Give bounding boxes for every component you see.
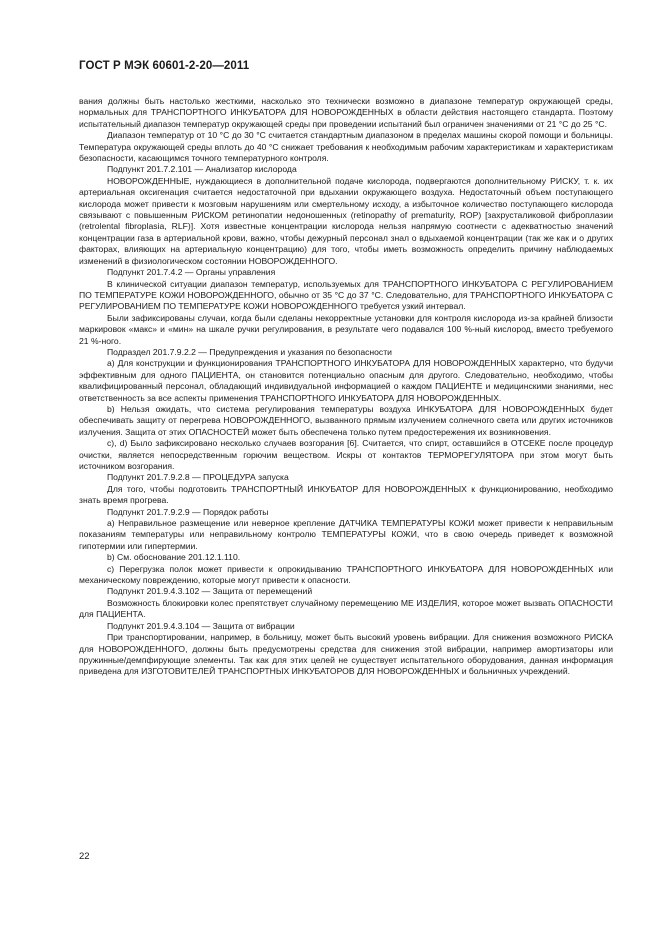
section-heading: Подпункт 201.9.4.3.104 — Защита от вибрации [107, 620, 295, 631]
section-heading: Подпункт 201.7.2.101 — Анализатор кислорода [107, 164, 297, 175]
section-heading: Подпункт 201.7.9.2.8 — ПРОЦЕДУРА запуска [107, 472, 289, 483]
section-heading: Подраздел 201.7.9.2.2 — Предупреждения и указания по безопасности [107, 346, 392, 357]
section-heading: Подпункт 201.9.4.3.102 — Защита от перемещений [107, 586, 313, 597]
section-heading: Подпункт 201.7.4.2 — Органы управления [107, 267, 276, 278]
paragraph: вания должны быть настолько жесткими, насколько это технически возможно в диапазоне температур окружающей среды, нормальных для ТРАНСПОРТНОГО ИНКУБАТОРА ДЛЯ НОВОРОЖДЕННЫХ в области действия настоящего стандарта. Поэтому испытательный диапазон температур окружающей среды при проведении испытаний был ограничен значениями от 21 °С до 25 °С. [79, 96, 613, 129]
paragraph: с) Перегрузка полок может привести к опрокидыванию ТРАНСПОРТНОГО ИНКУБАТОРА ДЛЯ НОВОРОЖДЕННЫХ или механическому повреждению, которые могут привести к опасности. [79, 563, 613, 586]
paragraph: а) Неправильное размещение или неверное крепление ДАТЧИКА ТЕМПЕРАТУРЫ КОЖИ может привести к неправильным показаниям температуры или неправильному контролю ТЕМПЕРАТУРЫ КОЖИ, что в свою очередь приведет к возможной гипотермии или гипертермии. [79, 518, 613, 551]
paragraph: Были зафиксированы случаи, когда были сделаны некорректные установки для контроля кислорода из-за крайней близости маркировок «макс» и «мин» на шкале ручки регулирования, в результате чего подавался 100 %-ный кислород, вместо требуемого 21 %-ного. [79, 312, 613, 346]
paragraph: Для того, чтобы подготовить ТРАНСПОРТНЫЙ ИНКУБАТОР ДЛЯ НОВОРОЖДЕННЫХ к функционированию, необходимо знать время прогрева. [79, 483, 613, 506]
paragraph: b) См. обоснование 201.12.1.110. [107, 552, 241, 563]
paragraph: Возможность блокировки колес препятствует случайному перемещению МЕ ИЗДЕЛИЯ, которое может вызвать ОПАСНОСТИ для ПАЦИЕНТА. [79, 597, 613, 620]
paragraph: b) Нельзя ожидать, что система регулирования температуры воздуха ИНКУБАТОРА ДЛЯ НОВОРОЖДЕННЫХ будет обеспечивать защиту от перегрева НОВОРОЖДЕННОГО, вызванного прямым излучением солнечного света или других источников излучения. Защита от этих ОПАСНОСТЕЙ может быть обеспечена только путем предостережения их возникновения. [79, 403, 613, 437]
paragraph: а) Для конструкции и функционирования ТРАНСПОРТНОГО ИНКУБАТОРА ДЛЯ НОВОРОЖДЕННЫХ характерно, что будучи эффективным для одного ПАЦИЕНТА, он становится потенциально опасным для другого. Следовательно, необходимо, чтобы квалифицированный персонал, обладающий индивидуальной информацией о каждом ПАЦИЕНТЕ и медицинскими знаниями, нес ответственность за все аспекты применения ТРАНСПОРТНОГО ИНКУБАТОРА ДЛЯ НОВОРОЖДЕННЫХ. [79, 358, 613, 403]
paragraph: НОВОРОЖДЕННЫЕ, нуждающиеся в дополнительной подаче кислорода, подвергаются дополнительному РИСКУ, т. к. их артериальная оксигенация считается недостаточной при вдыхании окружающего воздуха. Недостаточный объем поступающего кислорода может привести к мозговым нарушениям или смертельному исходу, а избыточное количество поступающего кислорода связывают с повышенным РИСКОМ ретинопатии недоношенных (retinopathy of prematurity, ROP) [захрусталиковой фиброплазии (retrolental fibroplasia, RLF)]. Хотя известные концентрации кислорода нельзя напрямую соотнести с адекватностью значений концентрации газа в артериальной крови, важно, чтобы дежурный персонал знал о вдыхаемой концентрации (так же как и о других факторах, влияющих на артериальную концентрацию) для того, чтобы иметь возможность определить причину наблюдаемых изменений в физиологическом состоянии НОВОРОЖДЕННОГО. [79, 175, 613, 266]
page-number: 22 [79, 851, 90, 862]
paragraph: с), d) Было зафиксировано несколько случаев возгорания [6]. Считается, что спирт, оставшийся в ОТСЕКЕ после процедур очистки, является непосредственным горючим веществом. Искры от контактов ТЕРМОРЕГУЛЯТОРА при этом могут быть источником возгорания. [79, 438, 613, 471]
paragraph: В клинической ситуации диапазон температур, используемых для ТРАНСПОРТНОГО ИНКУБАТОРА С РЕГУЛИРОВАНИЕМ ПО ТЕМПЕРАТУРЕ КОЖИ НОВОРОЖДЕННОГО, обычно от 35 °С до 37 °С. Следовательно, для ТРАНСПОРТНОГО ИНКУБАТОРА С РЕГУЛИРОВАНИЕМ ПО ТЕМПЕРАТУРЕ КОЖИ НОВОРОЖДЕННОГО требуется узкий интервал. [79, 278, 613, 312]
paragraph: При транспортировании, например, в больницу, может быть высокий уровень вибрации. Для снижения возможного РИСКА для НОВОРОЖДЕННОГО, должны быть предусмотрены средства для снижения этой вибрации, например амортизаторы или пружинные/демпфирующие элементы. Так как для этих целей не существует испытательного оборудования, данная информация приведена для ИЗГОТОВИТЕЛЕЙ ТРАНСПОРТНЫХ ИНКУБАТОРОВ ДЛЯ НОВОРОЖДЕННЫХ и больничных учреждений. [79, 632, 613, 677]
paragraph: Диапазон температур от 10 °С до 30 °С считается стандартным диапазоном в пределах машины скорой помощи и больницы. Температура окружающей среды вплоть до 40 °С снижает требования к необходимым рабочим характеристикам и характеристикам безопасности, касающимся точного температурного контроля. [79, 130, 613, 164]
document-header: ГОСТ Р МЭК 60601-2-20—2011 [79, 60, 250, 72]
section-heading: Подпункт 201.7.9.2.9 — Порядок работы [107, 506, 269, 517]
document-body [79, 96, 613, 678]
